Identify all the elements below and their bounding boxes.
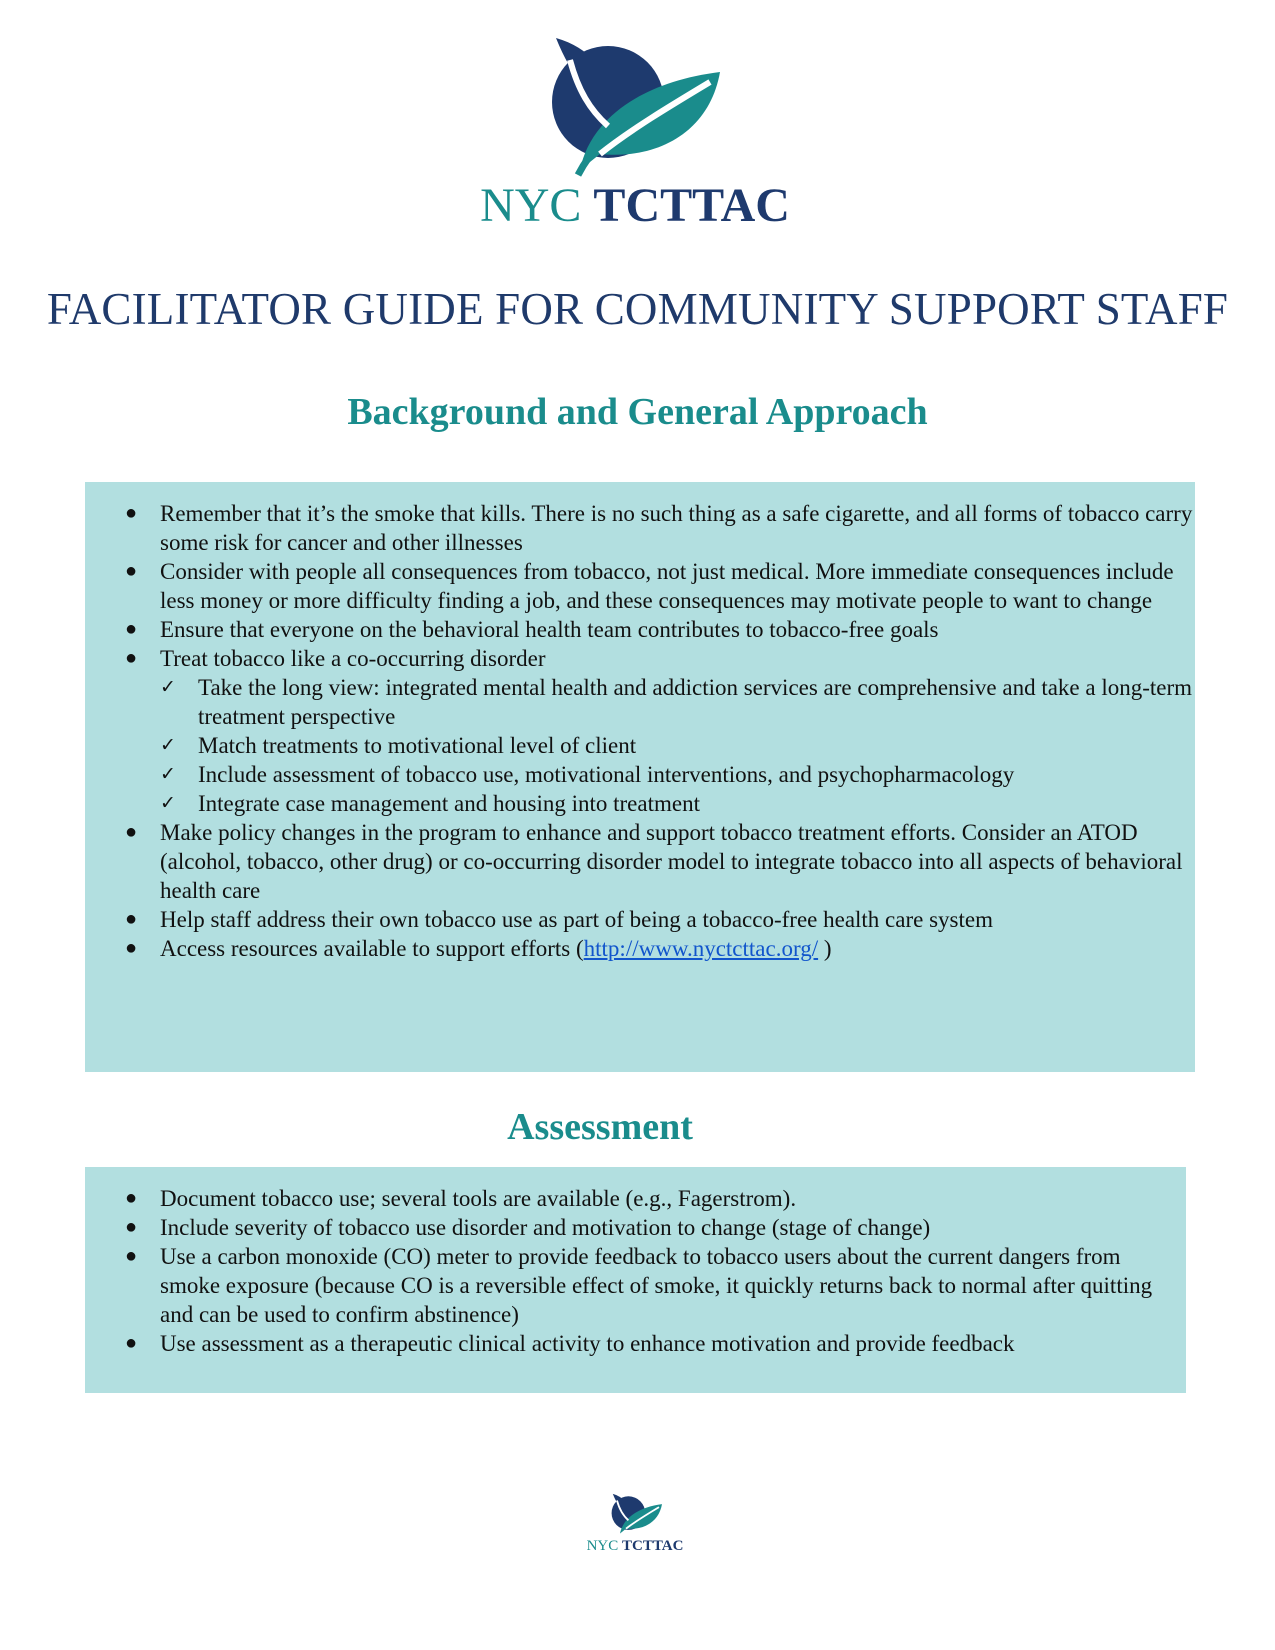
logo-wordmark xyxy=(480,178,790,233)
sub-list-item: ✓ Integrate case management and housing into treatment xyxy=(160,791,700,816)
checkmark-icon: ✓ xyxy=(160,676,176,698)
page-title: FACILITATOR GUIDE FOR COMMUNITY SUPPORT STAFF xyxy=(46,284,1229,334)
sub-list-item: ✓ Take the long view: integrated mental health and addiction services are comprehensive and take a long-term treatment perspective xyxy=(160,675,1193,729)
list-item: ● Make policy changes in the program to enhance and support tobacco treatment efforts. Consider an ATOD (alcohol, tobacco, other drug) or co-occurring disorder model to integrate tobacco into all aspects of behavioral health care xyxy=(125,820,1183,903)
bullet-icon: ● xyxy=(125,1187,138,1209)
background-heading: Background and General Approach xyxy=(347,391,928,433)
background-list xyxy=(85,499,1195,963)
list-item: ● Include severity of tobacco use disorder and motivation to change (stage of change) xyxy=(125,1215,931,1240)
logo-nyc: NYC xyxy=(480,179,582,232)
list-item: ● Ensure that everyone on the behavioral health team contributes to tobacco-free goals xyxy=(125,617,939,642)
logo-nyc: NYC xyxy=(586,1538,619,1554)
bullet-icon: ● xyxy=(125,908,138,930)
list-item: ● Remember that it’s the smoke that kills. There is no such thing as a safe cigarette, and all forms of tobacco carry some risk for cancer and other illnesses xyxy=(125,501,1193,555)
bullet-icon: ● xyxy=(125,821,138,843)
bullet-icon: ● xyxy=(125,1245,138,1267)
list-item: ● Help staff address their own tobacco use as part of being a tobacco-free health care system xyxy=(125,907,993,932)
sub-list xyxy=(160,673,1195,818)
bullet-icon: ● xyxy=(125,1332,138,1354)
list-item: ● Document tobacco use; several tools are available (e.g., Fagerstrom). xyxy=(125,1186,797,1211)
sub-list-item: ✓ Include assessment of tobacco use, motivational interventions, and psychopharmacology xyxy=(160,762,1015,787)
bullet-icon: ● xyxy=(125,647,138,669)
list-item: ● Treat tobacco like a co-occurring disorder ✓ Take the long view: integrated mental health and addiction services are comprehensive and take a long-term treatment perspective ✓ Match treatments to motivational level of client ✓ Include assessment of tobacco use, motivational interventions, and psychopharmacology ✓ Integrate case management and housing into treatment xyxy=(85,644,1195,818)
bullet-icon: ● xyxy=(125,937,138,959)
sub-list-item: ✓ Match treatments to motivational level of client xyxy=(160,733,637,758)
header-logo xyxy=(480,30,800,230)
list-item: ● Consider with people all consequences from tobacco, not just medical. More immediate consequences include less money or more difficulty finding a job, and these consequences may motivate people to want to change xyxy=(125,559,1174,613)
leaf-logo-icon xyxy=(520,30,740,180)
checkmark-icon: ✓ xyxy=(160,734,176,756)
footer-wordmark xyxy=(580,1538,690,1555)
list-item: ● Access resources available to support efforts (http://www.nyctcttac.org/ ) xyxy=(125,936,832,961)
assessment-box xyxy=(85,1167,1186,1393)
assessment-list xyxy=(85,1184,1186,1358)
resources-link[interactable]: http://www.nyctcttac.org/ xyxy=(583,936,819,961)
leaf-logo-icon xyxy=(602,1490,668,1538)
checkmark-icon: ✓ xyxy=(160,792,176,814)
logo-tcttac: TCTTAC xyxy=(593,179,790,232)
background-box xyxy=(85,482,1195,1072)
logo-tcttac: TCTTAC xyxy=(622,1538,684,1554)
assessment-heading: Assessment xyxy=(507,1106,693,1148)
footer-logo xyxy=(580,1490,690,1560)
list-item: ● Use assessment as a therapeutic clinical activity to enhance motivation and provide feedback xyxy=(125,1331,1015,1356)
bullet-icon: ● xyxy=(125,618,138,640)
bullet-icon: ● xyxy=(125,560,138,582)
bullet-icon: ● xyxy=(125,502,138,524)
checkmark-icon: ✓ xyxy=(160,763,176,785)
list-item: ● Use a carbon monoxide (CO) meter to provide feedback to tobacco users about the current dangers from smoke exposure (because CO is a reversible effect of smoke, it quickly returns back to normal after quitting and can be used to confirm abstinence) xyxy=(125,1244,1153,1327)
bullet-icon: ● xyxy=(125,1216,138,1238)
